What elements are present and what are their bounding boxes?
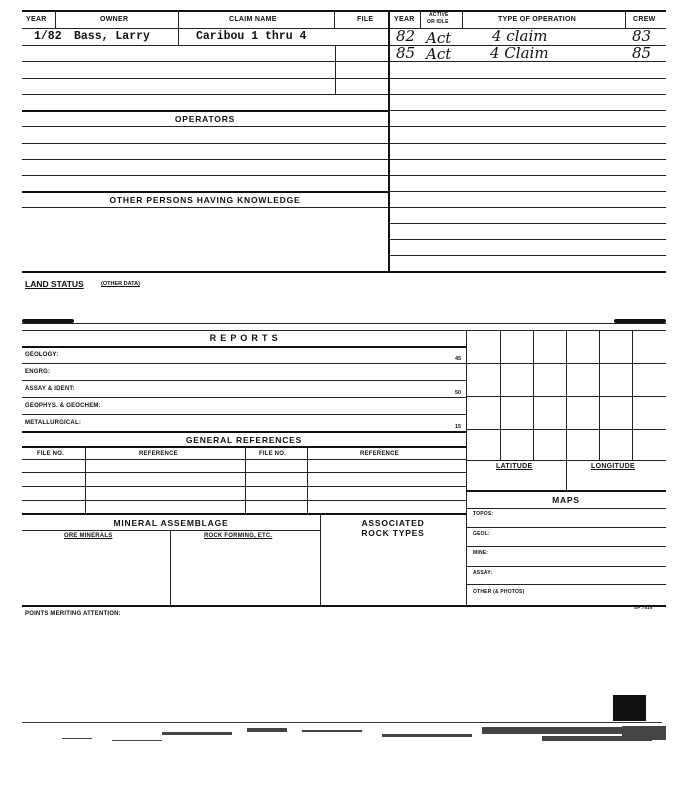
rule: [388, 143, 666, 144]
geology-num: 45: [455, 356, 462, 362]
rule: [388, 255, 666, 256]
longitude-label: LONGITUDE: [591, 463, 635, 470]
rule: [22, 61, 388, 62]
rule: [388, 223, 666, 224]
geology-label: GEOLOGY:: [25, 352, 59, 358]
rock-forming-label: ROCK FORMING, ETC.: [204, 533, 273, 539]
rule: [466, 566, 666, 567]
rule: [466, 490, 666, 492]
ref-col-file1: FILE NO.: [37, 451, 64, 457]
op1-type: 4 claim: [492, 27, 548, 45]
points-meriting-attention: POINTS MERITING ATTENTION:: [25, 611, 121, 617]
rule: [22, 10, 666, 12]
rule: [22, 143, 388, 144]
rule: [55, 10, 56, 28]
op2-status: Act: [426, 45, 452, 63]
rule: [22, 486, 466, 487]
rule: [22, 446, 466, 448]
rule: [22, 323, 666, 324]
rule: [388, 110, 666, 111]
scan-noise: [22, 724, 666, 754]
operators-heading: OPERATORS: [174, 114, 236, 124]
rule: [533, 330, 534, 460]
rule: [22, 126, 388, 127]
ref-col-ref1: REFERENCE: [139, 451, 178, 457]
rule: [500, 330, 501, 460]
rule: [22, 28, 666, 29]
rule: [22, 159, 388, 160]
maps-mine: MINE:: [473, 550, 489, 556]
owner-name: Bass, Larry: [74, 30, 150, 43]
rule: [466, 508, 666, 509]
rule: [22, 271, 666, 273]
rule: [22, 414, 466, 415]
rule: [388, 10, 390, 272]
rule: [22, 605, 666, 607]
rule: [22, 431, 466, 433]
col-type-of-operation: TYPE OF OPERATION: [498, 16, 577, 23]
rule: [466, 584, 666, 585]
col-year-ops: YEAR: [394, 16, 415, 23]
rule: [466, 330, 467, 605]
form-number: SP 7515: [634, 605, 653, 610]
rule: [466, 527, 666, 528]
maps-geol: GEOL:: [473, 531, 490, 537]
rule: [466, 546, 666, 547]
claim-name: Caribou 1 thru 4: [196, 30, 307, 43]
rule: [466, 363, 666, 364]
col-crew: CREW: [633, 16, 656, 23]
rule: [388, 175, 666, 176]
engrg-label: ENGRG:: [25, 369, 51, 375]
op1-status: Act: [426, 29, 452, 47]
rule: [85, 446, 86, 514]
rule: [307, 446, 308, 514]
rule: [388, 78, 666, 79]
rule: [22, 330, 666, 331]
col-file: FILE: [357, 16, 374, 23]
rule: [462, 10, 463, 28]
rule: [22, 472, 466, 473]
other-persons-heading: OTHER PERSONS HAVING KNOWLEDGE: [109, 195, 301, 205]
ref-col-file2: FILE NO.: [259, 451, 286, 457]
rule: [22, 346, 466, 348]
maps-other: OTHER (& PHOTOS): [473, 589, 525, 595]
rule: [22, 207, 388, 208]
rule: [22, 45, 388, 46]
ref-col-ref2: REFERENCE: [360, 451, 399, 457]
rule: [22, 459, 466, 460]
rule: [22, 110, 388, 112]
reports-heading: R E P O R T S: [209, 333, 279, 343]
op2-crew: 85: [632, 44, 652, 62]
latitude-label: LATITUDE: [496, 463, 533, 470]
rule: [22, 94, 388, 95]
scan-black-mark: [613, 695, 646, 721]
op1-year: 82: [396, 27, 416, 45]
associated-label: ASSOCIATED: [361, 518, 425, 528]
rule: [466, 429, 666, 430]
assay-num: 50: [455, 390, 462, 396]
rule: [599, 330, 600, 460]
rule: [22, 363, 466, 364]
rule: [22, 500, 466, 501]
rule: [466, 460, 666, 461]
rule: [22, 191, 388, 193]
land-status-sub: (OTHER DATA): [101, 281, 140, 287]
maps-assay: ASSAY:: [473, 570, 493, 576]
rule: [566, 330, 567, 490]
rule: [334, 10, 335, 28]
op1-crew: 83: [632, 27, 652, 45]
geophys-label: GEOPHYS. & GEOCHEM:: [25, 403, 101, 409]
col-claim-name: CLAIM NAME: [229, 16, 277, 23]
rule: [388, 191, 666, 192]
mineral-assemblage-heading: MINERAL ASSEMBLAGE: [113, 518, 229, 528]
land-status-label: LAND STATUS: [25, 279, 84, 289]
rule: [245, 446, 246, 514]
rule: [466, 396, 666, 397]
op2-year: 85: [396, 44, 416, 62]
rule: [388, 159, 666, 160]
rule: [388, 94, 666, 95]
rule: [388, 207, 666, 208]
general-references-heading: GENERAL REFERENCES: [185, 435, 303, 445]
rule: [420, 10, 421, 28]
rule: [625, 10, 626, 28]
rule: [632, 330, 633, 460]
col-owner: OWNER: [100, 16, 129, 23]
metallurgical-label: METALLURGICAL:: [25, 420, 82, 426]
maps-heading: MAPS: [552, 495, 580, 505]
op2-type: 4 Claim: [490, 44, 549, 62]
rule: [22, 513, 466, 515]
rule: [22, 530, 320, 531]
rule: [388, 239, 666, 240]
rule: [22, 175, 388, 176]
owner-year: 1/82: [34, 30, 62, 43]
scan-edge-line: [22, 722, 662, 723]
rock-types-label: ROCK TYPES: [361, 528, 425, 538]
rule: [22, 78, 388, 79]
rule: [178, 10, 179, 45]
rule: [388, 126, 666, 127]
assay-label: ASSAY & IDENT:: [25, 386, 75, 392]
col-year: YEAR: [26, 16, 47, 23]
rule: [22, 380, 466, 381]
ore-minerals-label: ORE MINERALS: [64, 533, 113, 539]
rule: [22, 397, 466, 398]
col-active: ACTIVE: [429, 12, 449, 18]
maps-topos: TOPOS:: [473, 511, 494, 517]
metallurgical-num: 15: [455, 424, 462, 430]
rule: [335, 45, 336, 94]
rule: [170, 530, 171, 605]
col-or-idle: OR IDLE: [427, 19, 449, 25]
